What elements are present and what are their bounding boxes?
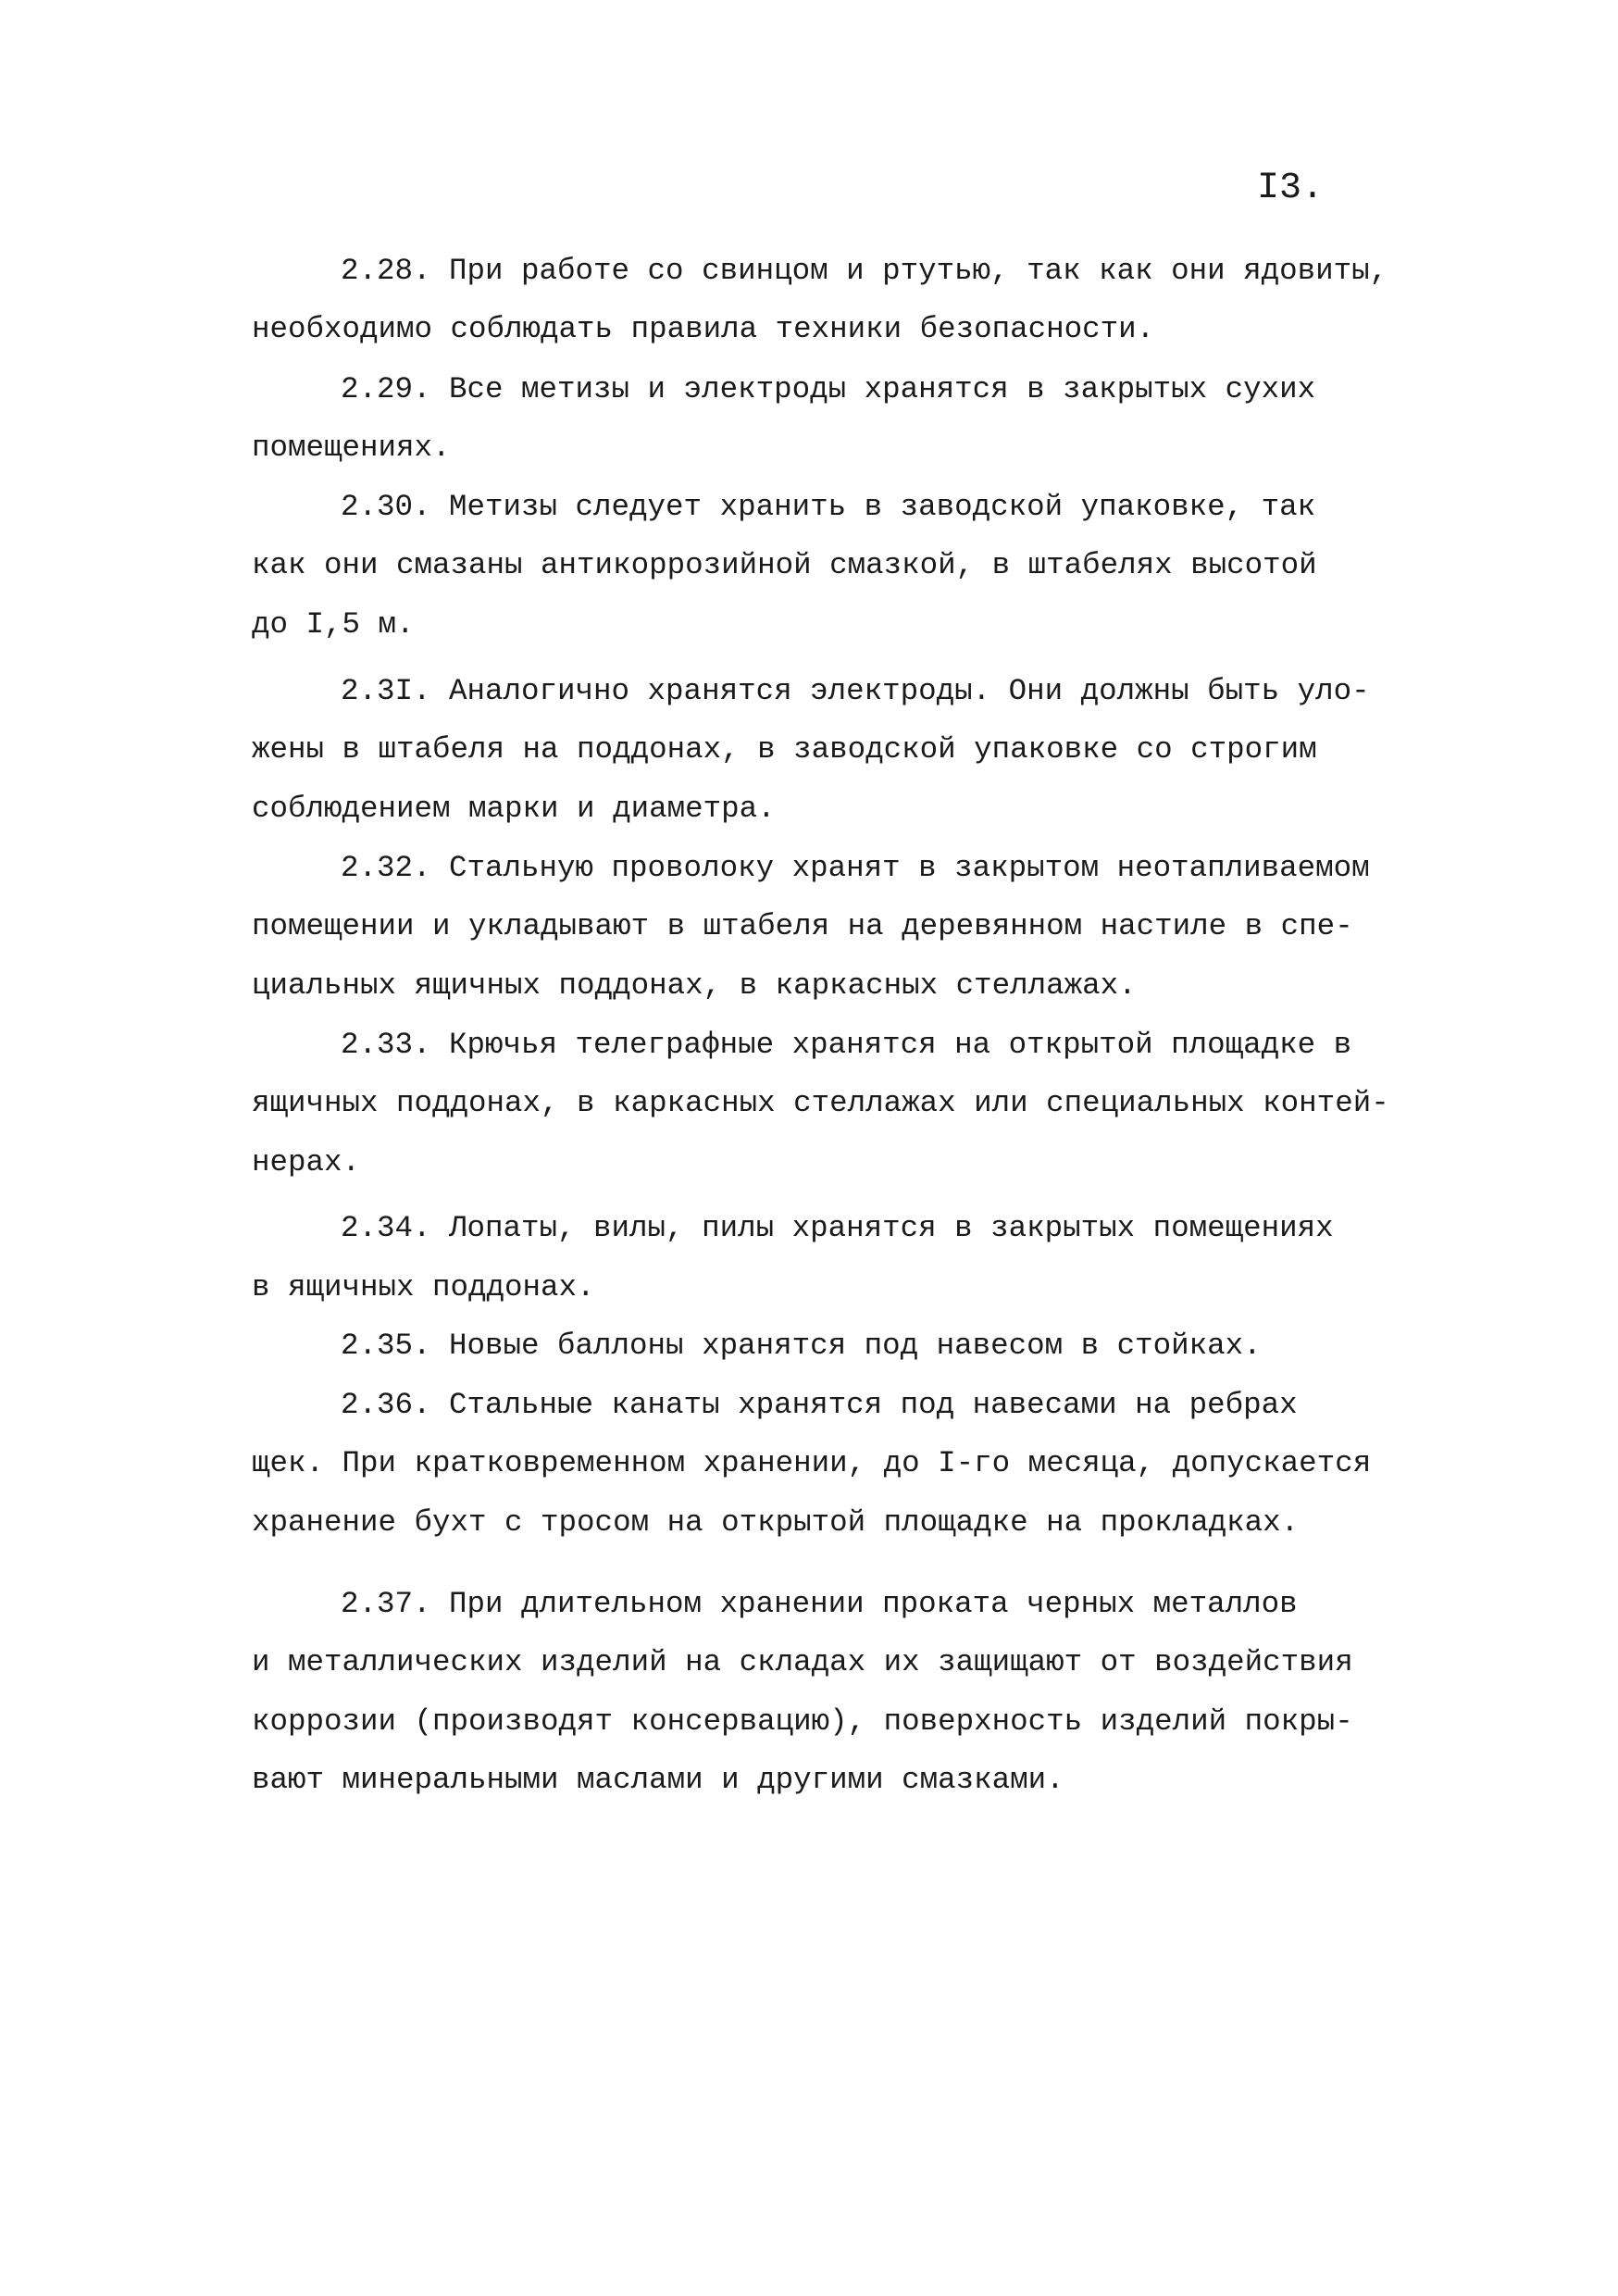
text-line: щек. При кратковременном хранении, до I-го месяца, допускается: [252, 1446, 1372, 1480]
text-line: 2.3I. Аналогично хранятся электроды. Они должны быть уло-: [341, 674, 1370, 708]
text-line: 2.28. При работе со свинцом и ртутью, так как они ядовиты,: [341, 254, 1388, 288]
text-line: 2.29. Все метизы и электроды хранятся в закрытых сухих: [341, 372, 1316, 406]
page-number: I3.: [1257, 168, 1325, 209]
text-line: вают минеральными маслами и другими смазками.: [252, 1763, 1064, 1797]
text-line: помещениях.: [252, 430, 451, 465]
text-line: необходимо соблюдать правила техники безопасности.: [252, 312, 1155, 346]
text-line: и металлических изделий на складах их защищают от воздействия: [252, 1645, 1353, 1679]
text-line: 2.32. Стальную проволоку хранят в закрытом неотапливаемом: [341, 851, 1370, 885]
text-line: коррозии (производят консервацию), поверхность изделий покры-: [252, 1704, 1353, 1739]
text-line: помещении и укладывают в штабеля на деревянном настиле в спе-: [252, 909, 1353, 943]
text-line: 2.34. Лопаты, вилы, пилы хранятся в закрытых помещениях: [341, 1211, 1334, 1245]
text-line: жены в штабеля на поддонах, в заводской упаковке со строгим: [252, 732, 1317, 767]
text-line: в ящичных поддонах.: [252, 1270, 595, 1304]
text-line: нерах.: [252, 1145, 361, 1179]
text-line: 2.33. Крючья телеграфные хранятся на открытой площадке в: [341, 1028, 1352, 1062]
text-line: 2.37. При длительном хранении проката черных металлов: [341, 1587, 1298, 1621]
text-line: как они смазаны антикоррозийной смазкой, в штабелях высотой: [252, 548, 1317, 582]
text-line: ящичных поддонах, в каркасных стеллажах или специальных контей-: [252, 1086, 1389, 1120]
text-line: 2.30. Метизы следует хранить в заводской упаковке, так: [341, 490, 1316, 524]
text-line: соблюдением марки и диаметра.: [252, 792, 776, 826]
text-line: 2.35. Новые баллоны хранятся под навесом в стойках.: [341, 1329, 1262, 1363]
text-line: циальных ящичных поддонах, в каркасных стеллажах.: [252, 968, 1137, 1003]
text-line: хранение бухт с тросом на открытой площадке на прокладках.: [252, 1505, 1300, 1540]
text-line: до I,5 м.: [252, 607, 415, 642]
text-line: 2.36. Стальные канаты хранятся под навесами на ребрах: [341, 1388, 1298, 1422]
